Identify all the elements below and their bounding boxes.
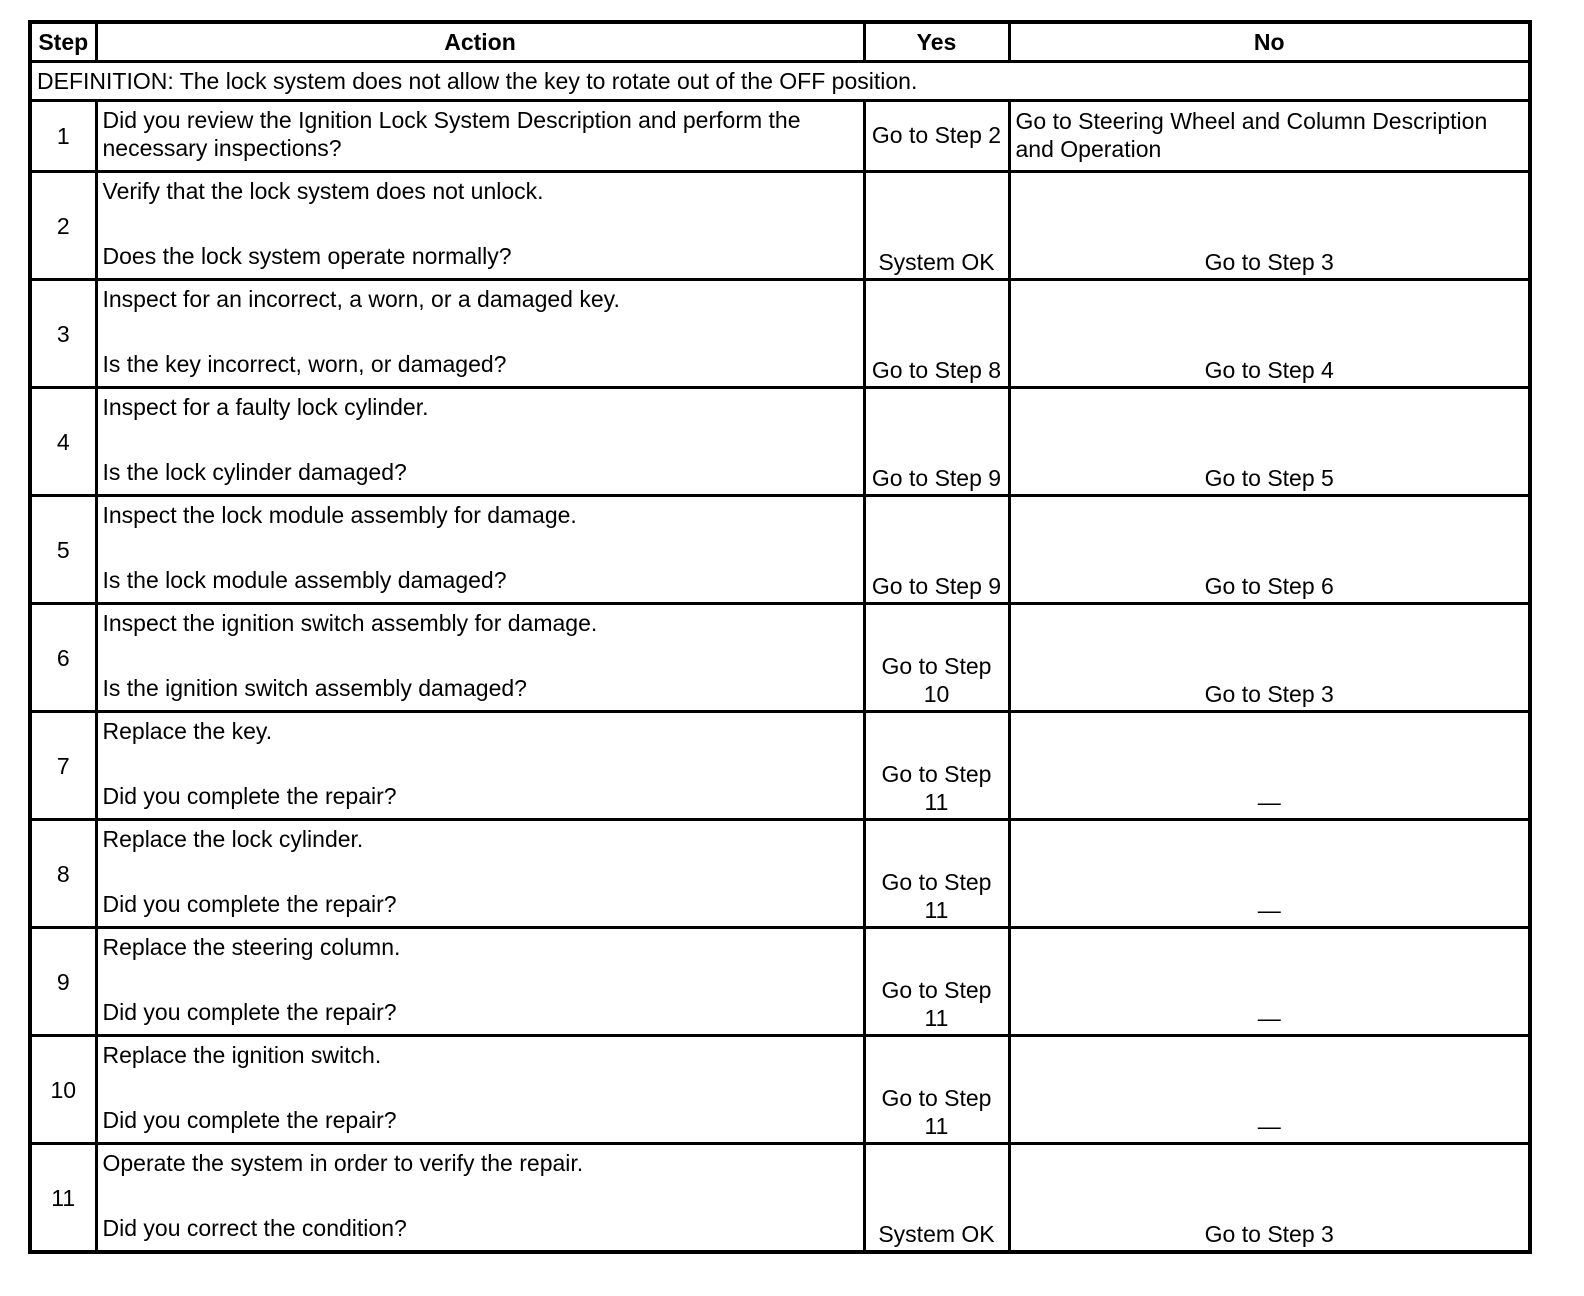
table-row xyxy=(30,388,1530,496)
step-number: 7 xyxy=(30,712,96,820)
table-row xyxy=(30,101,1530,172)
action-cell xyxy=(96,101,864,172)
table-row xyxy=(30,280,1530,388)
table-row xyxy=(30,604,1530,712)
action-question: Did you complete the repair? xyxy=(102,999,397,1025)
step-number: 2 xyxy=(30,172,96,280)
no-result: Go to Step 3 xyxy=(1009,604,1530,712)
table-row xyxy=(30,172,1530,280)
yes-result: Go to Step 8 xyxy=(864,280,1009,388)
action-instruction: Replace the ignition switch. xyxy=(102,1042,382,1068)
yes-result: System OK xyxy=(864,1144,1009,1253)
action-instruction: Inspect the lock module assembly for damage. xyxy=(102,502,577,528)
yes-result: Go to Step 10 xyxy=(864,604,1009,712)
action-instruction: Inspect the ignition switch assembly for damage. xyxy=(102,610,598,636)
action-instruction: Inspect for an incorrect, a worn, or a damaged key. xyxy=(102,286,620,312)
action-header: Action xyxy=(96,22,864,62)
diagnostic-table xyxy=(28,20,1532,1254)
yes-result: Go to Step 9 xyxy=(864,496,1009,604)
action-question: Is the lock cylinder damaged? xyxy=(102,459,407,485)
table-row xyxy=(30,928,1530,1036)
step-number: 5 xyxy=(30,496,96,604)
table-row xyxy=(30,712,1530,820)
no-result: Go to Step 3 xyxy=(1009,172,1530,280)
action-cell xyxy=(96,712,864,820)
step-number: 8 xyxy=(30,820,96,928)
yes-result: Go to Step 2 xyxy=(864,101,1009,172)
no-result: Go to Step 4 xyxy=(1009,280,1530,388)
definition-text: DEFINITION: The lock system does not allow the key to rotate out of the OFF position. xyxy=(30,62,1530,101)
step-number: 1 xyxy=(30,101,96,172)
yes-result: Go to Step 11 xyxy=(864,712,1009,820)
action-question: Did you complete the repair? xyxy=(102,1107,397,1133)
step-number: 10 xyxy=(30,1036,96,1144)
yes-result: Go to Step 11 xyxy=(864,928,1009,1036)
action-instruction: Inspect for a faulty lock cylinder. xyxy=(102,394,429,420)
action-question: Does the lock system operate normally? xyxy=(102,243,512,269)
action-cell xyxy=(96,1144,864,1253)
action-instruction: Replace the key. xyxy=(102,718,273,744)
step-header: Step xyxy=(30,22,96,62)
action-question: Did you correct the condition? xyxy=(102,1215,407,1241)
table-row xyxy=(30,1144,1530,1253)
header-row xyxy=(30,22,1530,62)
no-result: Go to Step 3 xyxy=(1009,1144,1530,1253)
table-row xyxy=(30,496,1530,604)
yes-result: Go to Step 11 xyxy=(864,820,1009,928)
action-cell xyxy=(96,820,864,928)
action-question: Did you complete the repair? xyxy=(102,783,397,809)
action-instruction: Verify that the lock system does not unlock. xyxy=(102,178,544,204)
action-cell xyxy=(96,1036,864,1144)
action-cell xyxy=(96,928,864,1036)
yes-result: Go to Step 11 xyxy=(864,1036,1009,1144)
action-instruction: Operate the system in order to verify the repair. xyxy=(102,1150,584,1176)
step-number: 3 xyxy=(30,280,96,388)
no-header: No xyxy=(1009,22,1530,62)
action-cell xyxy=(96,280,864,388)
table-row xyxy=(30,1036,1530,1144)
yes-result: System OK xyxy=(864,172,1009,280)
action-instruction: Replace the lock cylinder. xyxy=(102,826,364,852)
no-result: Go to Step 6 xyxy=(1009,496,1530,604)
definition-row xyxy=(30,62,1530,101)
no-result: — xyxy=(1009,820,1530,928)
action-cell xyxy=(96,604,864,712)
action-question: Is the ignition switch assembly damaged? xyxy=(102,675,527,701)
step-number: 11 xyxy=(30,1144,96,1253)
step-number: 4 xyxy=(30,388,96,496)
action-question: Did you complete the repair? xyxy=(102,891,397,917)
action-cell xyxy=(96,496,864,604)
no-result: Go to Steering Wheel and Column Description and Operation xyxy=(1009,101,1530,172)
no-result: — xyxy=(1009,1036,1530,1144)
step-number: 6 xyxy=(30,604,96,712)
no-result: — xyxy=(1009,928,1530,1036)
no-result: Go to Step 5 xyxy=(1009,388,1530,496)
no-result: — xyxy=(1009,712,1530,820)
action-cell xyxy=(96,388,864,496)
table-row xyxy=(30,820,1530,928)
action-instruction: Did you review the Ignition Lock System Description and perform the necessary inspections? xyxy=(102,107,801,161)
action-instruction: Replace the steering column. xyxy=(102,934,401,960)
yes-header: Yes xyxy=(864,22,1009,62)
yes-result: Go to Step 9 xyxy=(864,388,1009,496)
action-question: Is the key incorrect, worn, or damaged? xyxy=(102,351,507,377)
action-cell xyxy=(96,172,864,280)
action-question: Is the lock module assembly damaged? xyxy=(102,567,507,593)
step-number: 9 xyxy=(30,928,96,1036)
